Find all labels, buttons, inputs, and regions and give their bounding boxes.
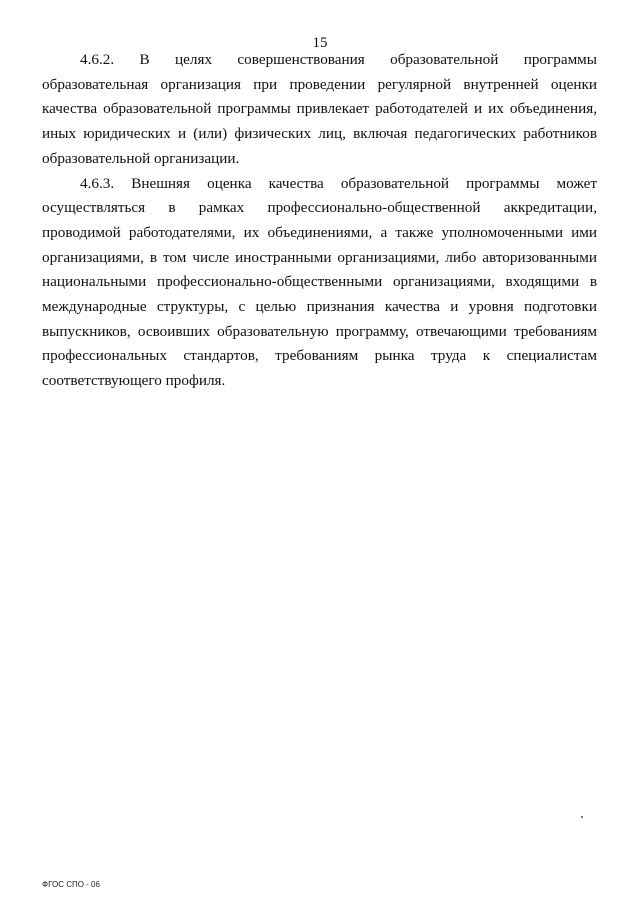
document-body [42, 48, 597, 394]
footer-label: ФГОС СПО - 06 [42, 880, 100, 889]
paragraph-4-6-3: 4.6.3. Внешняя оценка качества образовательной программы может осуществляться в рамках профессионально-общественной аккредитации, проводимой работодателями, их объединениями, а также уполномоченными ими организациями, в том числе иностранными организациями, либо авторизованными национальными профессионально-общественными организациями, входящими в международные структуры, с целью признания качества и уровня подготовки выпускников, освоивших образовательную программу, отвечающими требованиям профессиональных стандартов, требованиям рынка труда к специалистам соответствующего профиля. [42, 174, 597, 390]
scan-speck [581, 816, 583, 818]
page-number: 15 [312, 35, 328, 51]
paragraph-4-6-2: 4.6.2. В целях совершенствования образовательной программы образовательная организация при проведении регулярной внутренней оценки качества образовательной программы привлекает работодателей и их объединения, иных юридических и (или) физических лиц, включая педагогических работников образовательной организации. [42, 51, 597, 167]
